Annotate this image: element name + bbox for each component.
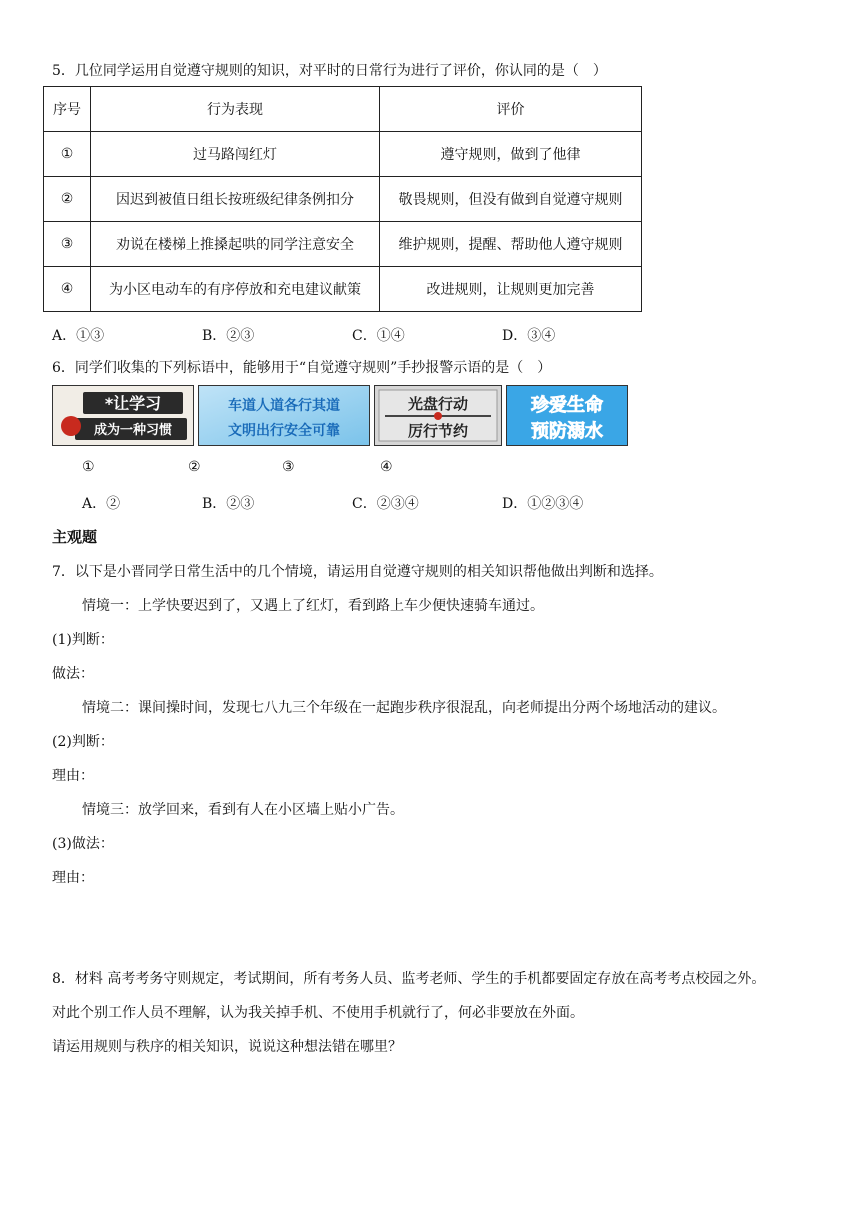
row-evaluation: 遵守规则，做到了他律 <box>380 132 642 177</box>
row-index: ② <box>44 177 91 222</box>
row-index: ③ <box>44 222 91 267</box>
row-behavior: 为小区电动车的有序停放和充电建议献策 <box>91 267 380 312</box>
header-evaluation: 评价 <box>380 87 642 132</box>
q7-reason-2: 理由： <box>52 768 94 784</box>
q7-scenario-3: 情境三：放学回来，看到有人在小区墙上贴小广告。 <box>82 802 404 818</box>
evaluation-table <box>43 86 642 312</box>
table-row <box>44 177 642 222</box>
row-evaluation: 改进规则，让规则更加完善 <box>380 267 642 312</box>
slogan-4-line1: 珍爱生命 <box>531 395 603 416</box>
table-row <box>44 267 642 312</box>
q8-material: 8．材料 高考考务守则规定，考试期间，所有考务人员、监考老师、学生的手机都要固定存放在高考考点校园之外。 <box>52 971 766 987</box>
q5-option-d[interactable]: D．③④ <box>502 328 556 344</box>
q6-option-a[interactable]: A．② <box>82 496 121 512</box>
q7-method-1: 做法： <box>52 666 94 682</box>
q7-judgment-1: (1)判断： <box>52 632 114 648</box>
slogan-3-line1: 光盘行动 <box>407 395 469 413</box>
q5-stem: 5．几位同学运用自觉遵守规则的知识，对平时的日常行为进行了评价，你认同的是（ ） <box>52 63 607 79</box>
q6-option-d[interactable]: D．①②③④ <box>502 496 584 512</box>
table-header-row <box>44 87 642 132</box>
slogan-3-line2: 厉行节约 <box>407 422 469 440</box>
q7-judgment-2: (2)判断： <box>52 734 114 750</box>
table-row <box>44 132 642 177</box>
image-label-4: ④ <box>380 459 393 475</box>
q8-context: 对此个别工作人员不理解，认为我关掉手机、不使用手机就行了，何必非要放在外面。 <box>52 1005 584 1021</box>
slogan-1-line1: *让学习 <box>104 394 162 413</box>
slogan-2-line1: 车道人道各行其道 <box>228 398 340 414</box>
q8-question: 请运用规则与秩序的相关知识，说说这种想法错在哪里？ <box>52 1039 402 1055</box>
row-index: ④ <box>44 267 91 312</box>
row-evaluation: 维护规则，提醒、帮助他人遵守规则 <box>380 222 642 267</box>
q5-option-a[interactable]: A．①③ <box>52 328 105 344</box>
slogan-image-3 <box>374 385 502 446</box>
q7-method-3: (3)做法： <box>52 836 114 852</box>
slogan-image-4 <box>506 385 628 446</box>
q6-option-b[interactable]: B．②③ <box>202 496 255 512</box>
q6-stem: 6．同学们收集的下列标语中，能够用于“自觉遵守规则”手抄报警示语的是（ ） <box>52 360 552 376</box>
q5-option-c[interactable]: C．①④ <box>352 328 405 344</box>
slogan-image-2 <box>198 385 370 446</box>
row-evaluation: 敬畏规则，但没有做到自觉遵守规则 <box>380 177 642 222</box>
header-behavior: 行为表现 <box>91 87 380 132</box>
q6-option-c[interactable]: C．②③④ <box>352 496 419 512</box>
slogan-4-line2: 预防溺水 <box>531 421 603 442</box>
q7-scenario-1: 情境一：上学快要迟到了，又遇上了红灯，看到路上车少便快速骑车通过。 <box>82 598 544 614</box>
image-label-3: ③ <box>282 459 295 475</box>
q5-option-b[interactable]: B．②③ <box>202 328 255 344</box>
image-label-1: ① <box>82 459 95 475</box>
q7-stem: 7．以下是小晋同学日常生活中的几个情境，请运用自觉遵守规则的相关知识帮他做出判断和选择。 <box>52 564 663 580</box>
q7-reason-3: 理由： <box>52 870 94 886</box>
slogan-image-1 <box>52 385 194 446</box>
header-index: 序号 <box>44 87 91 132</box>
q7-scenario-2: 情境二：课间操时间，发现七八九三个年级在一起跑步秩序很混乱，向老师提出分两个场地活动的建议。 <box>82 700 726 716</box>
row-behavior: 过马路闯红灯 <box>91 132 380 177</box>
row-behavior: 劝说在楼梯上推搡起哄的同学注意安全 <box>91 222 380 267</box>
slogan-2-line2: 文明出行安全可靠 <box>228 423 340 439</box>
row-behavior: 因迟到被值日组长按班级纪律条例扣分 <box>91 177 380 222</box>
section-title: 主观题 <box>52 528 98 546</box>
slogan-1-line2: 成为一种习惯 <box>93 423 173 438</box>
row-index: ① <box>44 132 91 177</box>
image-label-2: ② <box>188 459 201 475</box>
table-row <box>44 222 642 267</box>
